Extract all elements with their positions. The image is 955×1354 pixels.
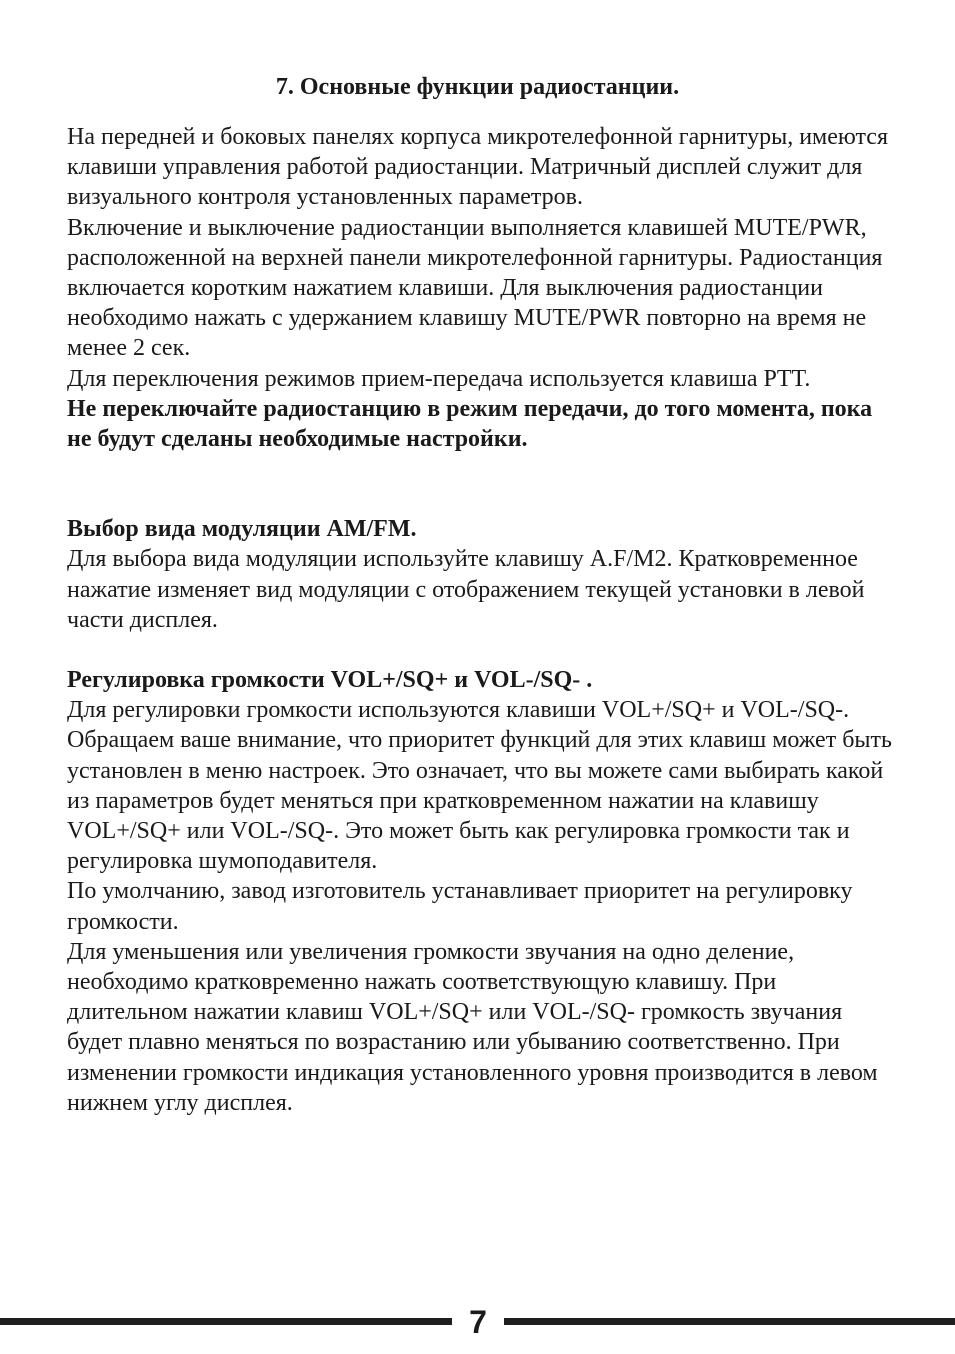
- volume-paragraph-2: По умолчанию, завод изготовитель устанавливает приоритет на регулировку громкости.: [67, 878, 853, 935]
- footer-rule-right: [504, 1318, 955, 1325]
- document-body: [67, 122, 897, 1118]
- page-number: 7: [469, 1304, 487, 1340]
- volume-paragraph-3: Для уменьшения или увеличения громкости звучания на одно деление, необходимо кратковременно нажать соответствующую клавишу. При длительном нажатии клавиш VOL+/SQ+ или VOL-/SQ- громкость звучания будет плавно меняться по возрастанию или убыванию соответственно. При изменении громкости индикация установленного уровня производится в левом нижнем углу дисплея.: [67, 938, 878, 1116]
- modulation-heading: Выбор вида модуляции AM/FM.: [67, 516, 417, 543]
- intro-paragraph-3: Для переключения режимов прием-передача используется клавиша PTT.: [67, 365, 811, 392]
- intro-paragraph-2: Включение и выключение радиостанции выполняется клавишей MUTE/PWR, расположенной на верхней панели микротелефонной гарнитуры. Радиостанция включается коротким нажатием клавиши. Для выключения радиостанции необходимо нажать с удержанием клавишу MUTE/PWR повторно на время не менее 2 сек.: [67, 214, 883, 362]
- footer-rule-left: [0, 1318, 452, 1325]
- spacer: [67, 454, 897, 514]
- modulation-paragraph: Для выбора вида модуляции используйте клавишу A.F/M2. Кратковременное нажатие изменяет вид модуляции с отображением текущей установки в левой части дисплея.: [67, 546, 865, 633]
- volume-heading: Регулировка громкости VOL+/SQ+ и VOL-/SQ- .: [67, 667, 593, 694]
- page-title: 7. Основные функции радиостанции.: [275, 74, 680, 100]
- intro-paragraph-1: На передней и боковых панелях корпуса микротелефонной гарнитуры, имеются клавиши управления работой радиостанции. Матричный дисплей служит для визуального контроля установленных параметров.: [67, 124, 888, 211]
- page-footer: [0, 1304, 955, 1344]
- volume-paragraph-1: Для регулировки громкости используются клавиши VOL+/SQ+ и VOL-/SQ-. Обращаем ваше внимание, что приоритет функций для этих клавиш может быть установлен в меню настроек. Это означает, что вы можете сами выбирать какой из параметров будет меняться при кратковременном нажатии на клавишу VOL+/SQ+ или VOL-/SQ-. Это может быть как регулировка громкости так и регулировка шумоподавителя.: [67, 697, 892, 875]
- warning-text: Не переключайте радиостанцию в режим передачи, до того момента, пока не будут сделаны необходимые настройки.: [67, 395, 873, 453]
- spacer: [67, 635, 897, 665]
